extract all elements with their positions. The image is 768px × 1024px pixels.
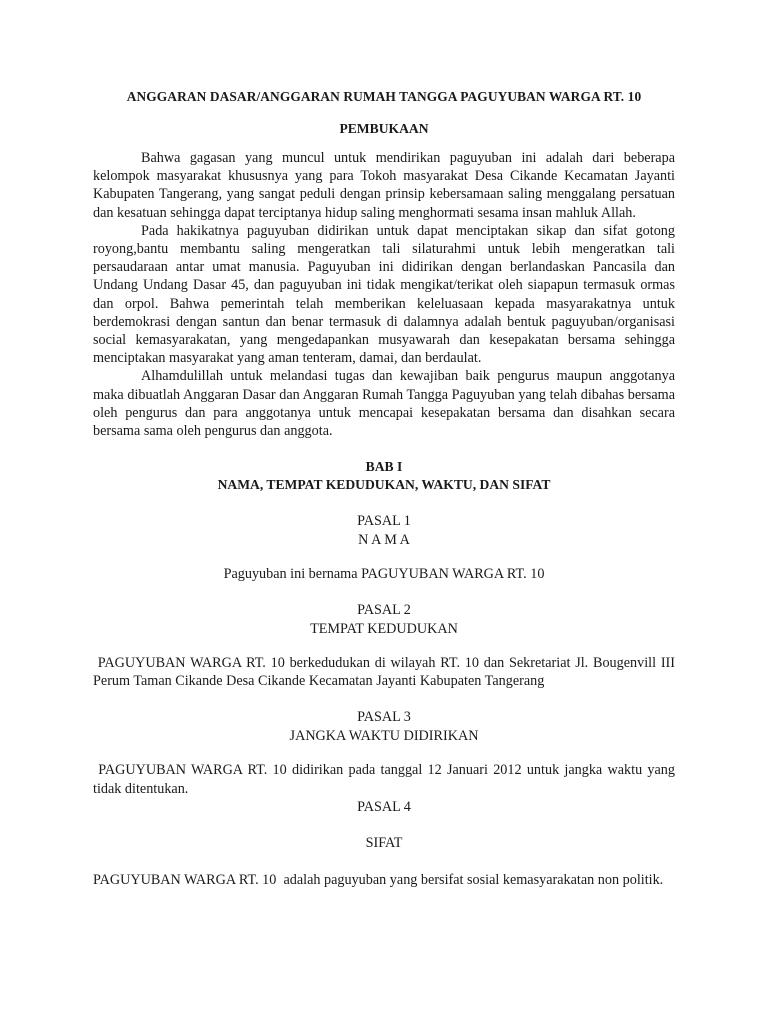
pasal-2-number: PASAL 2 <box>357 602 411 619</box>
pasal-2-text: PAGUYUBAN WARGA RT. 10 berkedudukan di wilayah RT. 10 dan Sekretariat Jl. Bougenvill III Perum Taman Cikande Desa Cikande Kecamatan Jayanti Kabupaten Tangerang <box>93 655 679 690</box>
pembukaan-paragraph-1: Bahwa gagasan yang muncul untuk mendirikan paguyuban ini adalah dari beberapa kelompok masyarakat khususnya yang para Tokoh masyarakat Desa Cikande Kecamatan Jayanti Kabupaten Tangerang, yang sangat peduli dengan prinsip kebersamaan saling menggalang persatuan dan kesatuan sehingga dapat terciptanya hidup saling menghormati sesama insan mahluk Allah. <box>93 150 675 221</box>
pembukaan-heading: PEMBUKAAN <box>339 121 429 136</box>
pasal-2-title: TEMPAT KEDUDUKAN <box>310 620 458 637</box>
pembukaan-body <box>93 149 675 440</box>
pasal-1-title: N A M A <box>358 531 410 548</box>
document-title: ANGGARAN DASAR/ANGGARAN RUMAH TANGGA PAGUYUBAN WARGA RT. 10 <box>126 89 642 104</box>
pasal-1-number: PASAL 1 <box>357 513 411 530</box>
bab-title: NAMA, TEMPAT KEDUDUKAN, WAKTU, DAN SIFAT <box>217 477 551 493</box>
pasal-4-header <box>93 798 675 853</box>
pasal-4-text: PAGUYUBAN WARGA RT. 10 adalah paguyuban yang bersifat sosial kemasyarakatan non politik. <box>93 871 664 888</box>
pasal-3-header <box>93 708 675 745</box>
pasal-1-header <box>93 512 675 549</box>
pasal-3-number: PASAL 3 <box>357 709 411 726</box>
pasal-3-title: JANGKA WAKTU DIDIRIKAN <box>289 727 479 744</box>
pasal-4-number: PASAL 4 <box>357 798 411 815</box>
pasal-1-text: Paguyuban ini bernama PAGUYUBAN WARGA RT. 10 <box>223 566 545 583</box>
pasal-3-text: PAGUYUBAN WARGA RT. 10 didirikan pada tanggal 12 Januari 2012 untuk jangka waktu yang tidak ditentukan. <box>93 762 679 797</box>
bab-number: BAB I <box>365 459 403 475</box>
pasal-2-header <box>93 601 675 638</box>
pasal-4-title: SIFAT <box>365 835 403 852</box>
pembukaan-paragraph-2: Pada hakikatnya paguyuban didirikan untuk dapat menciptakan sikap dan sifat gotong royong,bantu membantu saling mengeratkan tali silaturahmi untuk lebih mengeratkan tali persaudaraan antar umat manusia. Paguyuban ini didirikan dengan berlandaskan Pancasila dan Undang Undang Dasar 45, dan paguyuban ini tidak mengikat/terikat oleh siapapun termasuk ormas dan orpol. Bahwa pemerintah telah memberikan keleluasaan kepada masyarakatnya untuk berdemokrasi dengan santun dan benar termasuk di dalamnya adalah bentuk paguyuban/organisasi social kemasyarakatan, yang mengedapankan musyawarah dan kesepakatan bersama sehingga menciptakan masyarakat yang aman tenteram, damai, dan berdaulat. <box>93 222 675 367</box>
pembukaan-paragraph-3: Alhamdulillah untuk melandasi tugas dan kewajiban baik pengurus maupun anggotanya maka dibuatlah Anggaran Dasar dan Anggaran Rumah Tangga Paguyuban yang telah dibahas bersama oleh pengurus dan para anggotanya untuk mencapai kesepakatan bersama dan disahkan secara bersama sama oleh pengurus dan anggota. <box>93 368 675 440</box>
